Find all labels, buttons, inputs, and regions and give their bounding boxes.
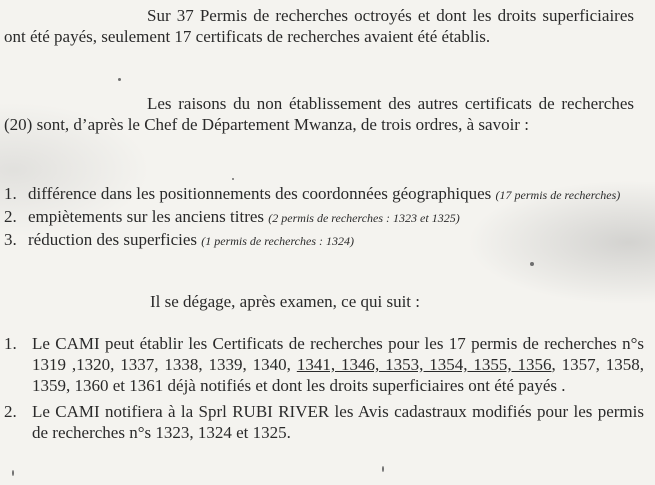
- findings-list: [4, 333, 644, 448]
- scan-speck: [232, 178, 234, 180]
- paragraph-findings-intro: Il se dégage, après examen, ce qui suit :: [150, 292, 421, 311]
- scan-speck: [382, 466, 384, 472]
- finding-text-end: , 1357, 1358, 1359, 1360 et 1361 déjà notifiés et dont les droits superficiaires ont été payés .: [32, 355, 645, 395]
- finding-number: 2.: [4, 402, 17, 421]
- reason-text: empiètements sur les anciens titres: [28, 207, 265, 226]
- finding-item: [4, 401, 644, 443]
- reason-number: 3.: [4, 230, 17, 249]
- reason-text: réduction des superficies: [28, 230, 197, 249]
- reason-note: (1 permis de recherches : 1324): [201, 234, 354, 248]
- reason-item: [4, 206, 644, 229]
- reason-number: 1.: [4, 184, 17, 203]
- reasons-list: [4, 183, 644, 252]
- reason-text: différence dans les positionnements des coordonnées géographiques: [28, 184, 492, 203]
- finding-number: 1.: [4, 334, 17, 353]
- reason-number: 2.: [4, 207, 17, 226]
- scan-speck: [118, 78, 121, 81]
- reason-note: (2 permis de recherches : 1323 et 1325): [268, 211, 460, 225]
- scan-speck: [530, 262, 534, 266]
- finding-text-start: Le CAMI peut établir les Certificats de recherches pour les 17 permis de recherches n°s 1319 ,1320, 1337, 1338, 1339, 1340,: [32, 334, 644, 374]
- reason-item: [4, 183, 644, 206]
- scan-speck: [12, 470, 14, 476]
- finding-text: Le CAMI notifiera à la Sprl RUBI RIVER les Avis cadastraux modifiés pour les permis de recherches n°s 1323, 1324 et 1325.: [32, 402, 644, 442]
- reason-item: [4, 229, 644, 252]
- finding-item: [4, 333, 644, 396]
- finding-underlined-permits: 1341, 1346, 1353, 1354, 1355, 1356: [296, 355, 552, 374]
- paragraph-permits-summary: Sur 37 Permis de recherches octroyés et dont les droits superficiaires ont été payés, seulement 17 certificats de recherches avaient été établis.: [4, 6, 634, 46]
- paragraph-reasons-intro: Les raisons du non établissement des autres certificats de recherches (20) sont, d’après le Chef de Département Mwanza, de trois ordres, à savoir :: [4, 94, 634, 134]
- reason-note: (17 permis de recherches): [495, 188, 621, 202]
